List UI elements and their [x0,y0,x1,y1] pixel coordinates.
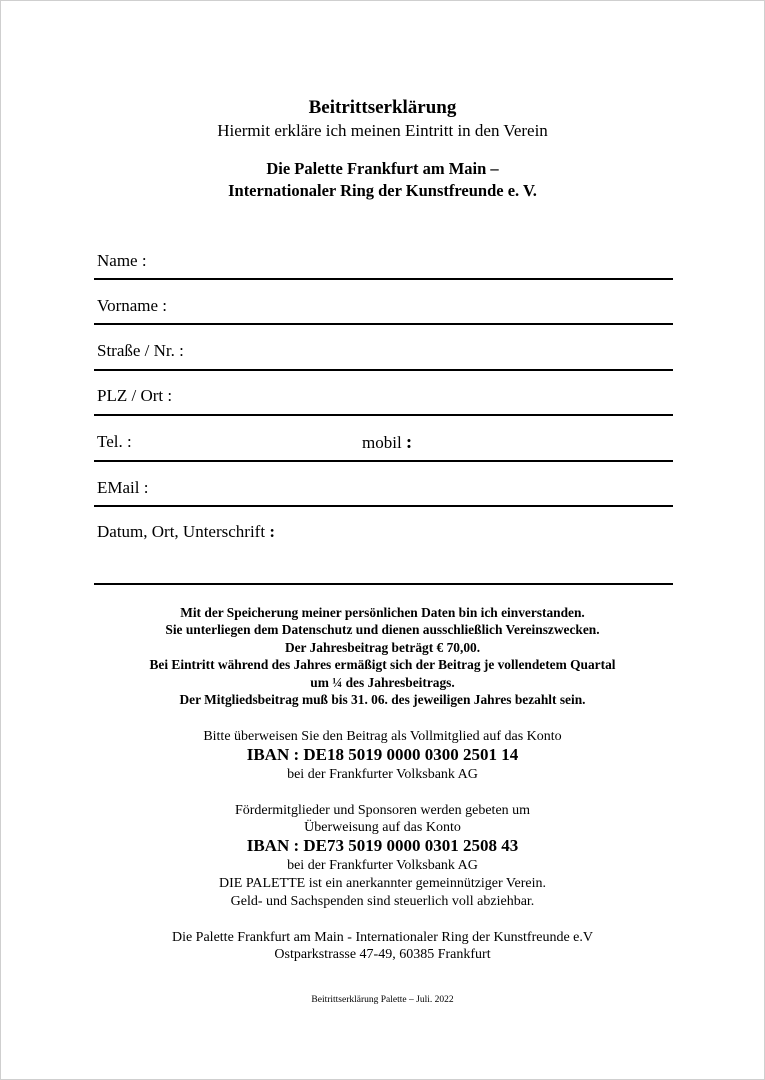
signature-rule [94,583,673,585]
tel-field[interactable] [142,432,356,456]
terms-line: Bei Eintritt während des Jahres ermäßigt sich der Beitrag je vollendetem Quartal [149,657,616,673]
vorname-rule [94,323,673,325]
organization-name-line2: Internationaler Ring der Kunstfreunde e. V. [228,181,537,200]
charity-note: DIE PALETTE ist ein anerkannter gemeinnütziger Verein. [219,876,546,891]
name-rule [94,278,673,280]
terms-block [0,604,765,708]
strasse-label: Straße / Nr. : [97,341,184,360]
tax-note: Geld- und Sachspenden sind steuerlich voll abziehbar. [230,894,535,909]
mobil-field[interactable] [425,432,664,456]
signature-label-text: Datum, Ort, Unterschrift [97,522,266,541]
name-label: Name : [97,251,147,270]
tel-label: Tel. : [97,432,132,451]
email-field[interactable] [162,478,664,502]
name-field[interactable] [160,251,664,275]
strasse-rule [94,369,673,371]
address-line2: Ostparkstrasse 47-49, 60385 Frankfurt [274,947,491,962]
email-rule [94,505,673,507]
vorname-label: Vorname : [97,296,168,315]
vorname-field[interactable] [180,296,664,320]
mobil-label-text: mobil [362,433,402,452]
strasse-field[interactable] [198,341,664,365]
page-subtitle: Hiermit erkläre ich meinen Eintritt in den Verein [217,121,548,140]
terms-line: Der Mitgliedsbeitrag muß bis 31. 06. des jeweiligen Jahres bezahlt sein. [179,692,586,708]
signature-label [97,522,275,542]
signature-colon: : [269,522,275,541]
terms-line: um ¼ des Jahresbeitrags. [310,674,455,690]
terms-line: Der Jahresbeitrag beträgt € 70,00. [284,639,481,655]
plz-ort-rule [94,414,673,416]
email-label: EMail : [97,478,149,497]
organization-name-line1: Die Palette Frankfurt am Main – [266,159,499,178]
mobil-label [362,432,412,454]
plz-ort-label: PLZ / Ort : [97,386,173,405]
tel-rule [94,460,673,462]
support-intro-line2: Überweisung auf das Konto [304,820,461,835]
support-intro-line1: Fördermitglieder und Sponsoren werden gebeten um [234,803,531,818]
signature-field[interactable] [110,555,664,579]
bank-name: bei der Frankfurter Volksbank AG [287,767,478,782]
footer-note: Beitrittserklärung Palette – Juli. 2022 [311,995,454,1005]
iban-supporter: IBAN : DE73 5019 0000 0301 2508 43 [246,836,519,855]
address-line1: Die Palette Frankfurt am Main - Internationaler Ring der Kunstfreunde e.V [171,930,594,945]
iban-full-member: IBAN : DE18 5019 0000 0300 2501 14 [246,745,519,764]
page-title: Beitrittserklärung [308,97,457,118]
terms-line: Sie unterliegen dem Datenschutz und dienen ausschließlich Vereinszwecken. [165,622,600,638]
terms-line: Mit der Speicherung meiner persönlichen Daten bin ich einverstanden. [180,605,585,620]
plz-ort-field[interactable] [186,386,664,410]
mobil-colon: : [405,432,413,453]
support-bank-name: bei der Frankfurter Volksbank AG [287,858,478,873]
payment-intro: Bitte überweisen Sie den Beitrag als Vollmitglied auf das Konto [203,729,562,744]
